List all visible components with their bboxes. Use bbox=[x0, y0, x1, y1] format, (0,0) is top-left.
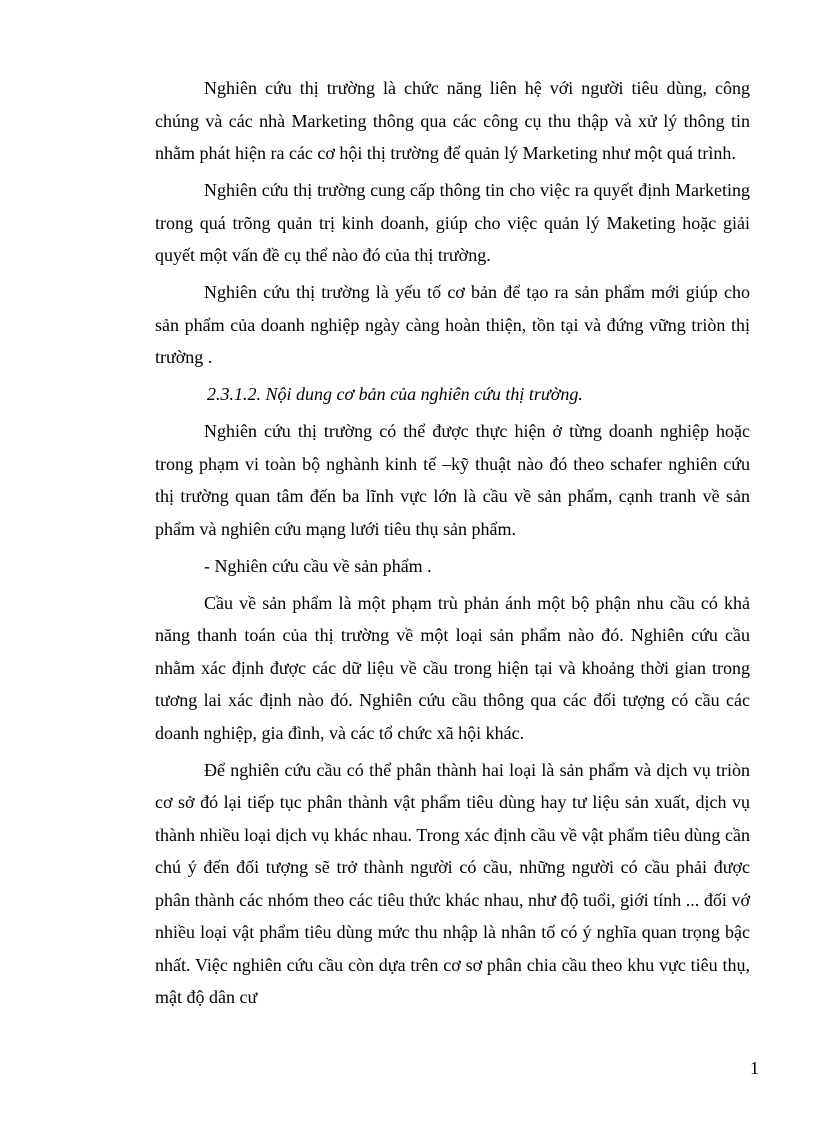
section-paragraph: Nghiên cứu thị trường có thể được thực hiện ở từng doanh nghiệp hoặc trong phạm vi toàn bộ nghành kinh tế –kỹ thuật nào đó theo schafer nghiên cứu thị trường quan tâm đến ba lĩnh vực lớn là cầu về sản phẩm, cạnh tranh về sản phẩm và nghiên cứu mạng lưới tiêu thụ sản phẩm. bbox=[155, 421, 750, 539]
document-body bbox=[155, 72, 750, 1018]
paragraph-1: Nghiên cứu thị trường là chức năng liên hệ với người tiêu dùng, công chúng và các nhà Marketing thông qua các công cụ thu thập và xử lý thông tin nhằm phát hiện ra các cơ hội thị trường để quản lý Marketing như một quá trình. bbox=[155, 78, 750, 163]
bullet-item: - Nghiên cứu cầu về sản phẩm . bbox=[204, 555, 432, 576]
demand-paragraph-1: Cầu về sản phẩm là một phạm trù phản ánh một bộ phận nhu cầu có khả năng thanh toán của thị trường về một loại sản phẩm nào đó. Nghiên cứu cầu nhằm xác định được các dữ liệu về cầu trong hiện tại và khoảng thời gian trong tương lai xác định nào đó. Nghiên cứu cầu thông qua các đối tượng có cầu các doanh nghiệp, gia đình, và các tổ chức xã hội khác. bbox=[155, 592, 750, 743]
paragraph-3: Nghiên cứu thị trường là yếu tố cơ bản để tạo ra sản phẩm mới giúp cho sản phẩm của doanh nghiệp ngày càng hoàn thiện, tồn tại và đứng vững triòn thị trường . bbox=[155, 282, 750, 367]
demand-paragraph-2: Để nghiên cứu cầu có thể phân thành hai loại là sản phẩm và dịch vụ triòn cơ sở đó lại tiếp tục phân thành vật phẩm tiêu dùng hay tư liệu sản xuất, dịch vụ thành nhiều loại dịch vụ khác nhau. Trong xác định cầu về vật phẩm tiêu dùng cần chú ý đến đối tượng sẽ trở thành người có cầu, những người có cầu phải được phân thành các nhóm theo các tiêu thức khác nhau, như độ tuổi, giới tính ... đối vớ nhiều loại vật phẩm tiêu dùng mức thu nhập là nhân tố có ý nghĩa quan trọng bậc nhất. Việc nghiên cứu cầu còn dựa trên cơ sơ phân chia cầu theo khu vực tiêu thụ, mật độ dân cư bbox=[155, 759, 750, 1007]
page-number: 1 bbox=[750, 1058, 759, 1078]
paragraph-2: Nghiên cứu thị trường cung cấp thông tin cho việc ra quyết định Marketing trong quá trõng quản trị kinh doanh, giúp cho việc quản lý Maketing hoặc giải quyết một vấn đề cụ thể nào đó của thị trường. bbox=[155, 180, 750, 265]
section-heading: 2.3.1.2. Nội dung cơ bản của nghiên cứu thị trường. bbox=[207, 384, 583, 404]
